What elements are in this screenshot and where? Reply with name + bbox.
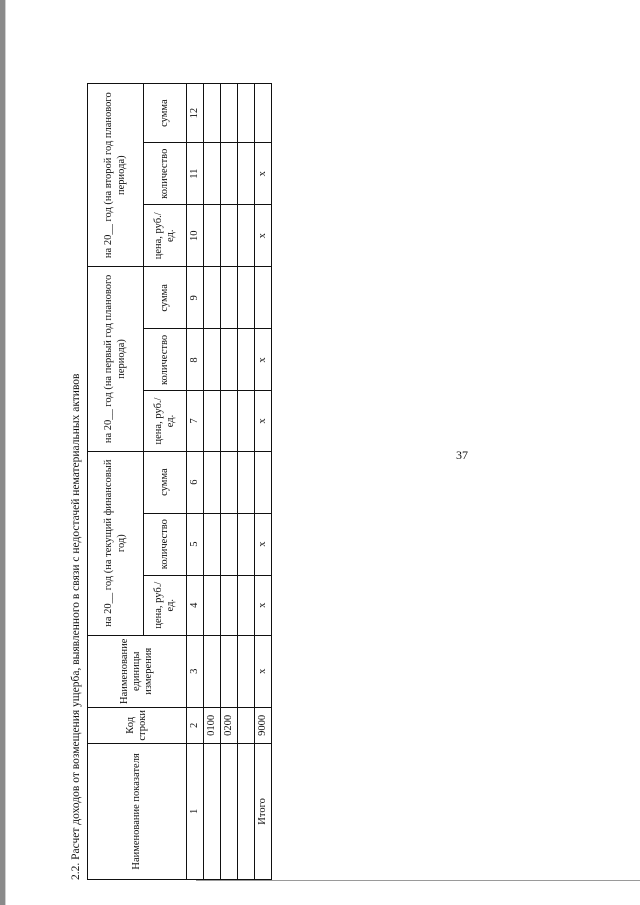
header-sum: сумма	[144, 84, 187, 143]
table-cell: x	[255, 205, 272, 267]
header-code: Код строки	[88, 707, 187, 743]
table-cell	[204, 513, 221, 575]
table-cell	[238, 205, 255, 267]
header-period-first: на 20__ год (на первый год планового периода)	[88, 267, 144, 451]
table-cell	[238, 635, 255, 707]
table-cell	[221, 84, 238, 143]
table-cell	[221, 743, 238, 879]
table-cell	[238, 513, 255, 575]
section-title: 2.2. Расчет доходов от возмещения ущерба, выявленного в связи с недостачей нематериальных активов	[70, 373, 82, 880]
table-cell	[204, 391, 221, 451]
column-number: 4	[187, 575, 204, 635]
table-row	[238, 84, 255, 880]
table-cell	[204, 451, 221, 513]
column-number: 11	[187, 143, 204, 205]
header-period-current: на 20__ год (на текущий финансовый год)	[88, 451, 144, 635]
table-cell	[255, 84, 272, 143]
column-number: 6	[187, 451, 204, 513]
header-row-periods	[88, 84, 144, 880]
header-unit: Наименование единицы измерения	[88, 635, 187, 707]
column-number: 10	[187, 205, 204, 267]
header-qty: количество	[144, 329, 187, 391]
header-qty: количество	[144, 513, 187, 575]
table-cell	[238, 743, 255, 879]
header-sum: сумма	[144, 267, 187, 329]
table-cell	[221, 635, 238, 707]
page-number: 37	[456, 448, 468, 462]
table-cell	[204, 205, 221, 267]
table-cell: 9000	[255, 707, 272, 743]
column-number: 12	[187, 84, 204, 143]
table-cell	[238, 329, 255, 391]
header-price: цена, руб./ед.	[144, 575, 187, 635]
table-cell: x	[255, 635, 272, 707]
header-sum: сумма	[144, 451, 187, 513]
column-number: 2	[187, 707, 204, 743]
column-number: 7	[187, 391, 204, 451]
table-cell	[204, 143, 221, 205]
table-cell	[221, 575, 238, 635]
header-price: цена, руб./ед.	[144, 205, 187, 267]
table-cell	[221, 267, 238, 329]
table-cell	[221, 143, 238, 205]
table-cell	[238, 451, 255, 513]
table-cell: 0100	[204, 707, 221, 743]
table-cell	[238, 391, 255, 451]
total-label: Итого	[255, 743, 272, 879]
table-cell	[238, 84, 255, 143]
table-cell	[221, 513, 238, 575]
table-cell	[221, 205, 238, 267]
column-number-row	[187, 84, 204, 880]
table-cell	[204, 267, 221, 329]
table-cell	[238, 575, 255, 635]
header-qty: количество	[144, 143, 187, 205]
table-cell	[238, 267, 255, 329]
table-cell	[221, 329, 238, 391]
table-cell	[255, 451, 272, 513]
total-row	[255, 84, 272, 880]
column-number: 5	[187, 513, 204, 575]
table-cell: x	[255, 575, 272, 635]
table-cell	[204, 329, 221, 391]
table-cell	[204, 635, 221, 707]
table-cell	[238, 707, 255, 743]
table-cell: x	[255, 143, 272, 205]
table-cell: x	[255, 513, 272, 575]
rotated-content	[70, 83, 630, 880]
table-cell	[221, 451, 238, 513]
table-cell	[204, 575, 221, 635]
header-period-second: на 20__ год (на второй год планового периода)	[88, 84, 144, 267]
header-indicator: Наименование показателя	[88, 743, 187, 879]
table-cell	[221, 391, 238, 451]
column-number: 8	[187, 329, 204, 391]
column-number: 9	[187, 267, 204, 329]
column-number: 1	[187, 743, 204, 879]
table-cell	[204, 743, 221, 879]
table-row	[204, 84, 221, 880]
scan-edge-line	[5, 0, 6, 905]
table-cell	[255, 267, 272, 329]
table-cell	[204, 84, 221, 143]
table-cell	[238, 143, 255, 205]
scan-bottom-line	[196, 880, 640, 881]
header-price: цена, руб./ед.	[144, 391, 187, 451]
table-cell: x	[255, 329, 272, 391]
income-table	[87, 83, 272, 880]
column-number: 3	[187, 635, 204, 707]
table-cell: 0200	[221, 707, 238, 743]
table-row	[221, 84, 238, 880]
table-cell: x	[255, 391, 272, 451]
